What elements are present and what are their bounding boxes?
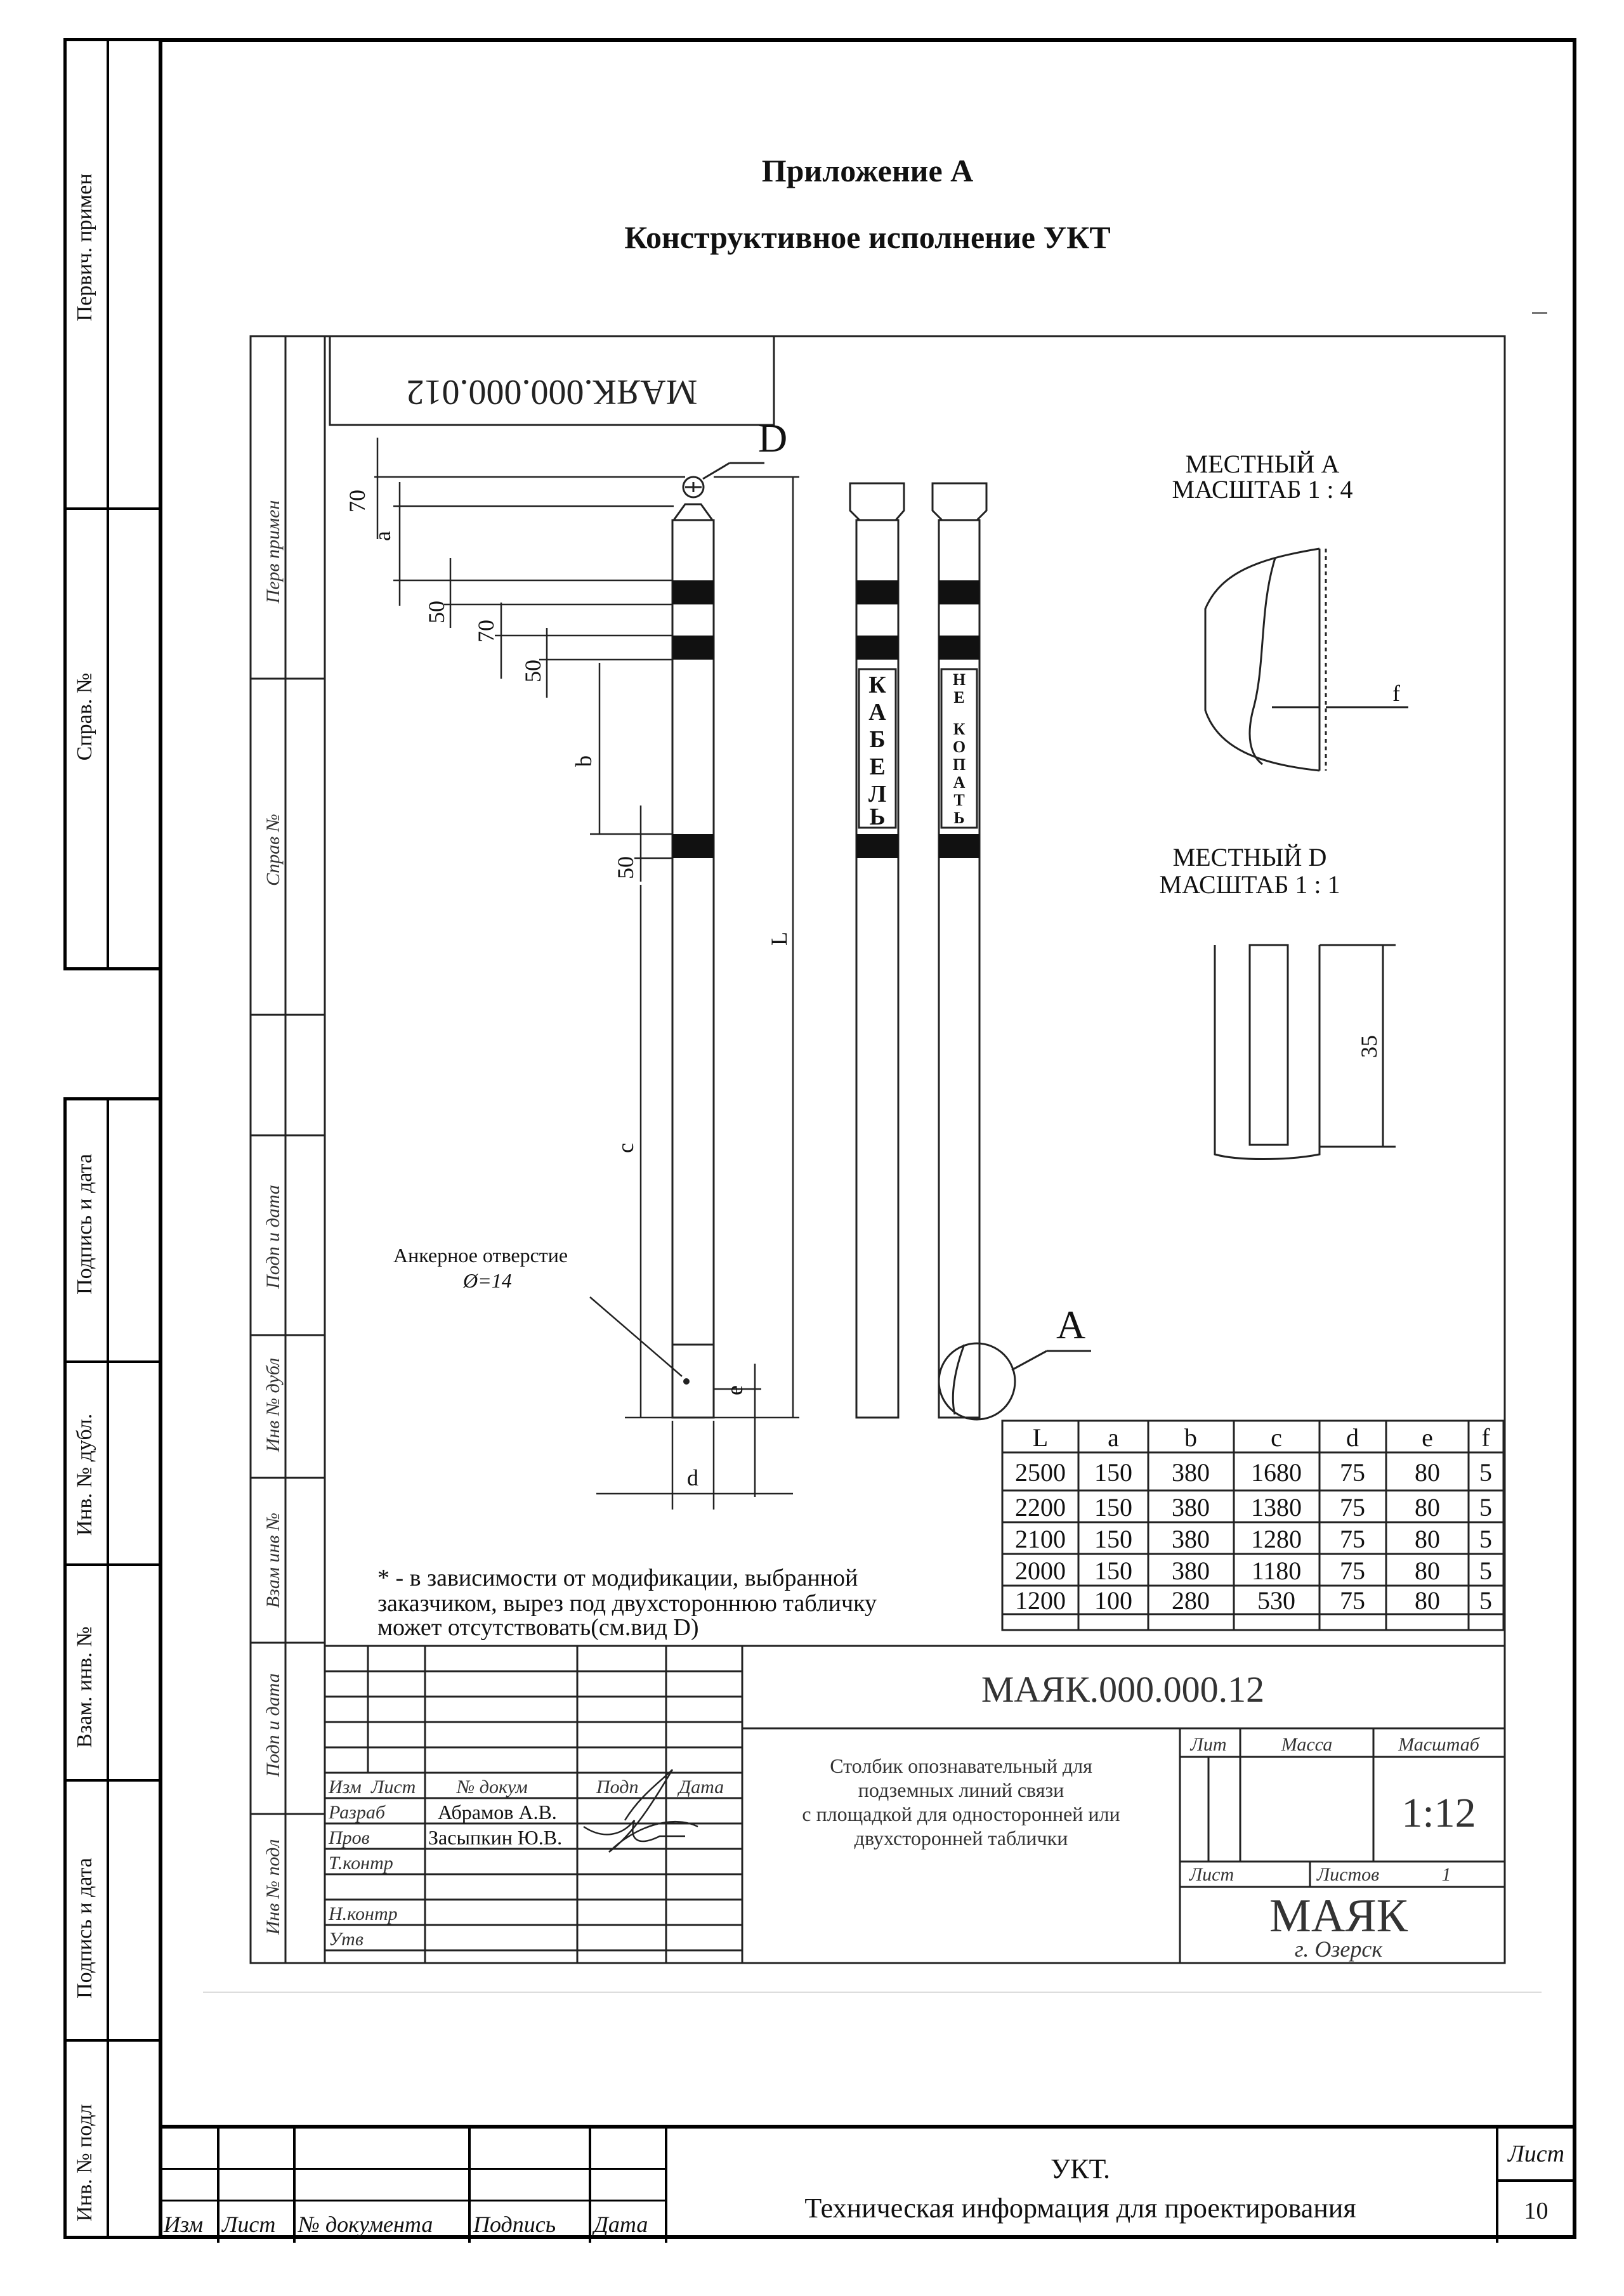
svg-text:А: А	[868, 699, 886, 726]
svg-text:Т: Т	[953, 791, 965, 809]
table-cell: 1280	[1251, 1525, 1302, 1553]
table-cell: 2200	[1015, 1493, 1066, 1522]
footnote-line3: может отсутствовать(см.вид D)	[377, 1614, 699, 1641]
svg-text:№ докум: № докум	[457, 1777, 528, 1797]
dim-35: 35	[1356, 1035, 1382, 1058]
svg-text:b: b	[571, 755, 596, 767]
side-label-podp-data-1: Подпись и дата	[73, 1154, 96, 1295]
title-doc-code: МАЯК.000.000.12	[981, 1669, 1265, 1710]
table-cell: 150	[1094, 1458, 1132, 1487]
title-description	[802, 1754, 1120, 1849]
side-label-sprav: Справ. №	[73, 672, 96, 761]
table-cell: 2100	[1015, 1525, 1066, 1553]
bottom-n-doc: № документа	[298, 2212, 433, 2237]
table-cell: 380	[1172, 1493, 1210, 1522]
svg-text:Масштаб: Масштаб	[1398, 1734, 1479, 1755]
post-kabel	[850, 483, 904, 1418]
svg-text:Изм: Изм	[329, 1777, 362, 1797]
svg-text:Т.контр: Т.контр	[329, 1853, 393, 1874]
svg-text:Н.контр: Н.контр	[329, 1903, 398, 1924]
table-cell: 380	[1172, 1458, 1210, 1487]
drawing-stamp-sprav: Справ №	[263, 814, 284, 886]
table-cell: 75	[1340, 1525, 1365, 1553]
table-cell: 80	[1415, 1458, 1440, 1487]
table-cell: 80	[1415, 1556, 1440, 1585]
table-cell: 1680	[1251, 1458, 1302, 1487]
table-cell: 530	[1257, 1586, 1295, 1615]
svg-text:Лист: Лист	[371, 1777, 416, 1797]
table-cell: 80	[1415, 1493, 1440, 1522]
bottom-data: Дата	[594, 2212, 648, 2237]
appendix-heading: Приложение А	[761, 153, 974, 188]
bottom-page-number: 10	[1524, 2198, 1549, 2224]
table-cell: 2000	[1015, 1556, 1066, 1585]
svg-text:L: L	[766, 932, 792, 946]
table-header-cell: c	[1271, 1423, 1282, 1452]
footnote-line1: * - в зависимости от модификации, выбранной	[377, 1565, 858, 1591]
table-cell: 380	[1172, 1556, 1210, 1585]
drawing-stamp-perv-primen: Перв примен	[263, 500, 284, 604]
svg-text:Н: Н	[952, 670, 966, 689]
svg-text:двухсторонней таблички: двухсторонней таблички	[854, 1827, 1068, 1849]
table-cell: 80	[1415, 1586, 1440, 1615]
svg-text:c: c	[613, 1143, 638, 1153]
post-ne-kopat	[933, 483, 1015, 1419]
table-header-cell: a	[1108, 1423, 1119, 1452]
svg-text:1: 1	[1441, 1864, 1451, 1885]
bottom-list: Лист	[222, 2212, 276, 2237]
table-cell: 5	[1479, 1458, 1492, 1487]
prov-name: Засыпкин Ю.В.	[428, 1826, 563, 1849]
table-cell: 80	[1415, 1525, 1440, 1553]
table-cell: 5	[1479, 1493, 1492, 1522]
svg-text:Пров: Пров	[329, 1827, 370, 1848]
svg-text:e: e	[722, 1385, 747, 1395]
title-scale: 1:12	[1401, 1790, 1476, 1836]
dimension-values	[344, 490, 792, 1490]
svg-text:А: А	[953, 773, 966, 792]
svg-text:Дата: Дата	[679, 1777, 724, 1797]
svg-text:Масса: Масса	[1281, 1734, 1333, 1755]
label-A: A	[1056, 1302, 1086, 1347]
local-D-title: МЕСТНЫЙ D	[1172, 843, 1327, 871]
dim-f: f	[1392, 681, 1400, 706]
svg-text:Столбик опознавательный для: Столбик опознавательный для	[830, 1754, 1092, 1777]
table-header-cell: L	[1032, 1423, 1049, 1452]
bottom-stamp	[159, 2125, 1576, 2243]
bottom-title-2: Техническая информация для проектирования	[804, 2193, 1356, 2224]
table-header-cell: d	[1346, 1423, 1359, 1452]
svg-text:Листов: Листов	[1316, 1864, 1380, 1885]
svg-text:50: 50	[520, 660, 546, 682]
local-view-A	[1205, 549, 1408, 771]
table-cell: 75	[1340, 1458, 1365, 1487]
local-A-title: МЕСТНЫЙ А	[1185, 450, 1340, 478]
svg-text:К: К	[953, 720, 966, 738]
table-cell: 100	[1094, 1586, 1132, 1615]
table-header-cell: f	[1481, 1423, 1490, 1452]
title-company: МАЯК	[1269, 1890, 1408, 1942]
svg-text:70: 70	[473, 620, 499, 642]
side-label-perv-primen: Первич. примен	[73, 173, 96, 322]
side-label-inv-podl: Инв. № подл	[73, 2104, 96, 2222]
table-cell: 75	[1340, 1493, 1365, 1522]
side-label-vzam-inv: Взам. инв. №	[73, 1626, 96, 1748]
table-cell: 1380	[1251, 1493, 1302, 1522]
footnote-line2: заказчиком, вырез под двухстороннюю табличку	[377, 1590, 877, 1617]
svg-text:Е: Е	[869, 753, 886, 780]
post-main	[672, 477, 714, 1418]
svg-text:Разраб: Разраб	[329, 1802, 385, 1823]
svg-text:Б: Б	[869, 726, 886, 753]
svg-text:a: a	[370, 531, 395, 541]
table-cell: 1180	[1251, 1556, 1302, 1585]
table-header-cell: e	[1422, 1423, 1433, 1452]
svg-text:с площадкой для односторонней: с площадкой для односторонней или	[802, 1803, 1120, 1825]
post-ne-kopat-text	[953, 670, 966, 827]
table-cell: 75	[1340, 1556, 1365, 1585]
table-cell: 280	[1172, 1586, 1210, 1615]
svg-text:d: d	[687, 1465, 698, 1490]
dimension-lines	[374, 438, 799, 1510]
anchor-hole-diameter: Ø=14	[463, 1269, 512, 1292]
drawing-stamp-podp-data-2: Подп и дата	[263, 1673, 284, 1777]
table-cell: 2500	[1015, 1458, 1066, 1487]
bottom-title-1: УКТ.	[1051, 2153, 1110, 2184]
table-cell: 150	[1094, 1556, 1132, 1585]
drawing-stamp-inv-dubl: Инв № дубл	[263, 1357, 284, 1452]
svg-text:Лист: Лист	[1189, 1864, 1234, 1885]
anchor-hole-label: Анкерное отверстие	[393, 1244, 568, 1267]
technical-drawing	[241, 330, 1522, 1979]
svg-text:Лит: Лит	[1190, 1734, 1227, 1755]
bottom-izm: Изм	[164, 2212, 204, 2237]
side-label-podp-data-2: Подпись и дата	[73, 1858, 96, 1999]
svg-text:подземных линий связи: подземных линий связи	[858, 1778, 1064, 1801]
drawing-left-stamp	[251, 336, 325, 1963]
svg-text:70: 70	[344, 490, 370, 512]
bottom-list-label: Лист	[1507, 2141, 1565, 2167]
side-label-inv-dubl: Инв. № дубл.	[73, 1413, 96, 1536]
svg-text:Ь: Ь	[869, 804, 886, 830]
drawing-stamp-vzam-inv: Взам инв №	[263, 1512, 284, 1608]
drawing-stamp-podp-data: Подп и дата	[263, 1185, 284, 1289]
svg-text:О: О	[952, 738, 966, 756]
svg-text:П: П	[952, 755, 966, 774]
table-cell: 5	[1479, 1586, 1492, 1615]
bottom-podpis: Подпись	[473, 2212, 556, 2237]
table-header-cell: b	[1184, 1423, 1197, 1452]
margin-dash	[1532, 312, 1547, 314]
svg-text:Е: Е	[953, 688, 965, 707]
local-A-scale: МАСШТАБ 1 : 4	[1172, 475, 1353, 504]
svg-text:Утв: Утв	[329, 1929, 363, 1950]
drawing-stamp-inv-podl: Инв № подл	[263, 1839, 284, 1935]
svg-text:Ь: Ь	[953, 809, 965, 827]
table-cell: 150	[1094, 1525, 1132, 1553]
local-D-scale: МАСШТАБ 1 : 1	[1159, 870, 1340, 899]
svg-text:50: 50	[613, 856, 638, 879]
table-cell: 1200	[1015, 1586, 1066, 1615]
razrab-name: Абрамов А.В.	[438, 1801, 557, 1823]
table-cell: 75	[1340, 1586, 1365, 1615]
scan-edge	[203, 1992, 1542, 1993]
table-cell: 380	[1172, 1525, 1210, 1553]
svg-text:50: 50	[424, 601, 449, 623]
svg-text:Л: Л	[868, 781, 887, 807]
table-cell: 150	[1094, 1493, 1132, 1522]
title-city: г. Озерск	[1294, 1936, 1383, 1962]
svg-text:Подп: Подп	[596, 1777, 639, 1797]
table-cell: 5	[1479, 1556, 1492, 1585]
mirrored-code: МАЯК.000.000.012	[406, 372, 698, 412]
svg-text:К: К	[868, 672, 886, 698]
table-cell: 5	[1479, 1525, 1492, 1553]
subtitle-heading: Конструктивное исполнение УКТ	[624, 219, 1111, 255]
label-D: D	[758, 415, 788, 460]
post-kabel-text	[868, 672, 886, 830]
